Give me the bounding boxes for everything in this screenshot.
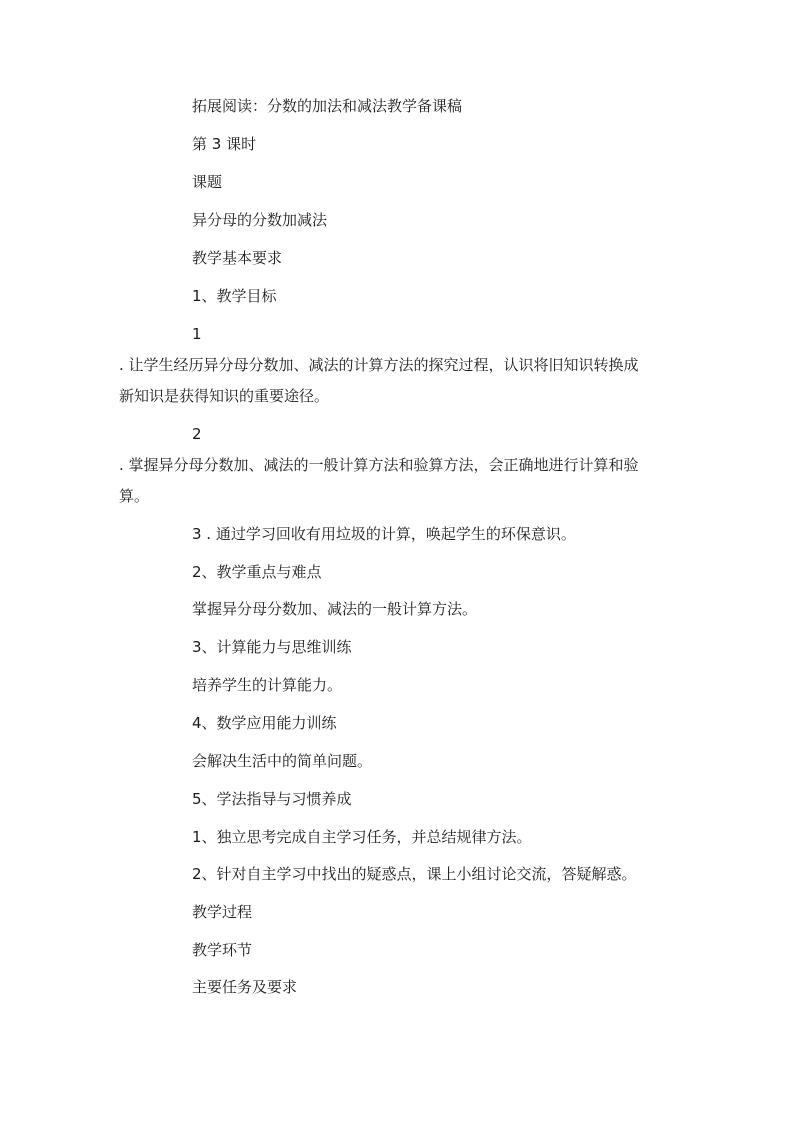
goal-1-number: 1 [192, 325, 202, 343]
habit-1: 1、独立思考完成自主学习任务，并总结规律方法。 [192, 828, 532, 846]
tasks-heading: 主要任务及要求 [192, 978, 298, 996]
habit-2: 2、针对自主学习中找出的疑惑点，课上小组讨论交流，答疑解惑。 [192, 865, 637, 883]
calc-text: 培养学生的计算能力。 [192, 676, 343, 694]
goal-1-line-1: . 让学生经历异分母分数加、减法的计算方法的探究过程，认识将旧知识转换成 [119, 356, 639, 374]
topic-heading: 课题 [192, 173, 223, 191]
goal-1-line-2: 新知识是获得知识的重要途径。 [119, 387, 330, 405]
goal-2-number: 2 [192, 425, 202, 443]
topic-text: 异分母的分数加减法 [192, 211, 328, 229]
application-text: 会解决生活中的简单问题。 [192, 752, 373, 770]
key-points-heading: 2、教学重点与难点 [192, 563, 322, 581]
lesson-number: 第 3 课时 [192, 135, 257, 153]
goal-2-line-2: 算。 [119, 487, 150, 505]
key-points-text: 掌握异分母分数加、减法的一般计算方法。 [192, 600, 478, 618]
goals-heading: 1、教学目标 [192, 287, 277, 305]
requirements-heading: 教学基本要求 [192, 249, 283, 267]
stage-heading: 教学环节 [192, 941, 253, 959]
habits-heading: 5、学法指导与习惯养成 [192, 790, 352, 808]
calc-heading: 3、计算能力与思维训练 [192, 638, 352, 656]
process-heading: 教学过程 [192, 903, 253, 921]
application-heading: 4、数学应用能力训练 [192, 714, 337, 732]
goal-3: 3 . 通过学习回收有用垃圾的计算，唤起学生的环保意识。 [192, 525, 576, 543]
goal-2-line-1: . 掌握异分母分数加、减法的一般计算方法和验算方法，会正确地进行计算和验 [119, 456, 639, 474]
document-title: 拓展阅读：分数的加法和减法教学备课稿 [192, 97, 463, 115]
